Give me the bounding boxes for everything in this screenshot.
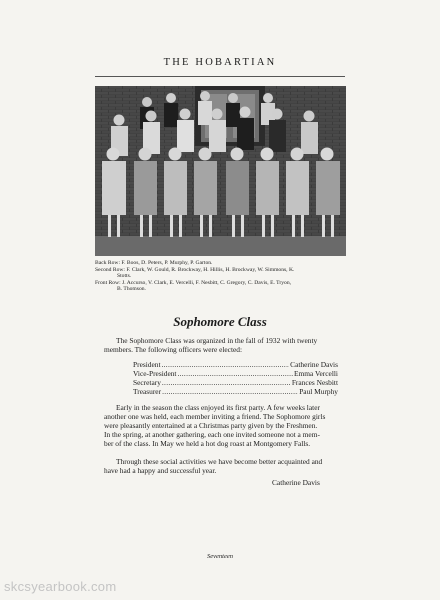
activities-paragraph xyxy=(104,403,339,448)
officer-row xyxy=(133,360,338,369)
intro-line: members. The following officers were elected: xyxy=(104,345,243,354)
closing-line: Through these social activities we have become better acquainted and xyxy=(116,457,323,466)
officer-title: Secretary xyxy=(133,378,161,387)
intro-paragraph xyxy=(104,336,339,354)
activities-line: ber of the class. In May we held a hot dog roast at Montgomery Falls. xyxy=(104,439,311,448)
officers-list xyxy=(133,360,338,396)
photo-caption xyxy=(95,260,350,293)
leader-dots xyxy=(162,360,290,369)
officer-name: Frances Nesbitt xyxy=(291,378,338,387)
page-number: Seventeen xyxy=(207,553,233,560)
intro-line: The Sophomore Class was organized in the fall of 1932 with twenty xyxy=(116,336,318,345)
activities-line: In the spring, at another gathering, each one invited someone not a mem- xyxy=(104,430,320,439)
officer-title: President xyxy=(133,360,161,369)
caption-front-row-cont: B. Thomson. xyxy=(117,286,146,293)
activities-line: Early in the season the class enjoyed its first party. A few weeks later xyxy=(116,403,320,412)
caption-back-row: Back Row: F. Boos, D. Peters, P. Murphy, P. Garton. xyxy=(95,260,213,266)
officer-name: Emma Vercelli xyxy=(294,369,338,378)
leader-dots xyxy=(162,378,291,387)
caption-front-row: Front Row: J. Accurso, V. Clark, E. Vercelli, F. Nesbitt, C. Gregory, C. Davis, E. Tryon, xyxy=(95,279,292,286)
class-photo-image xyxy=(95,86,346,256)
officer-name: Catherine Davis xyxy=(290,360,338,369)
leader-dots xyxy=(162,387,298,396)
section-title: Sophomore Class xyxy=(173,314,267,329)
running-title: THE HOBARTIAN xyxy=(163,57,277,68)
closing-paragraph xyxy=(104,457,339,475)
caption-second-row-cont: Stotts. xyxy=(117,273,132,280)
activities-line: were pleasantly entertained at a Christmas party given by the Freshmen. xyxy=(104,421,318,430)
class-photo xyxy=(95,86,346,256)
activities-line: another one was held, each member inviting a friend. The Sophomore girls xyxy=(104,412,326,421)
officer-title: Treasurer xyxy=(133,387,162,396)
caption-second-row: Second Row: F. Clark, W. Gould, R. Brockway, H. Hillis, H. Brockway, W. Simmons, K. xyxy=(95,266,295,273)
officer-row xyxy=(133,387,338,396)
officer-row xyxy=(133,378,338,387)
officer-row xyxy=(133,369,338,378)
header-rule xyxy=(95,76,345,77)
closing-line: have had a happy and successful year. xyxy=(104,466,217,475)
watermark: skcsyearbook.com xyxy=(4,579,117,594)
leader-dots xyxy=(177,369,293,378)
officer-name: Paul Murphy xyxy=(299,387,338,396)
officer-title: Vice-President xyxy=(133,369,177,378)
signature: Catherine Davis xyxy=(272,478,320,487)
